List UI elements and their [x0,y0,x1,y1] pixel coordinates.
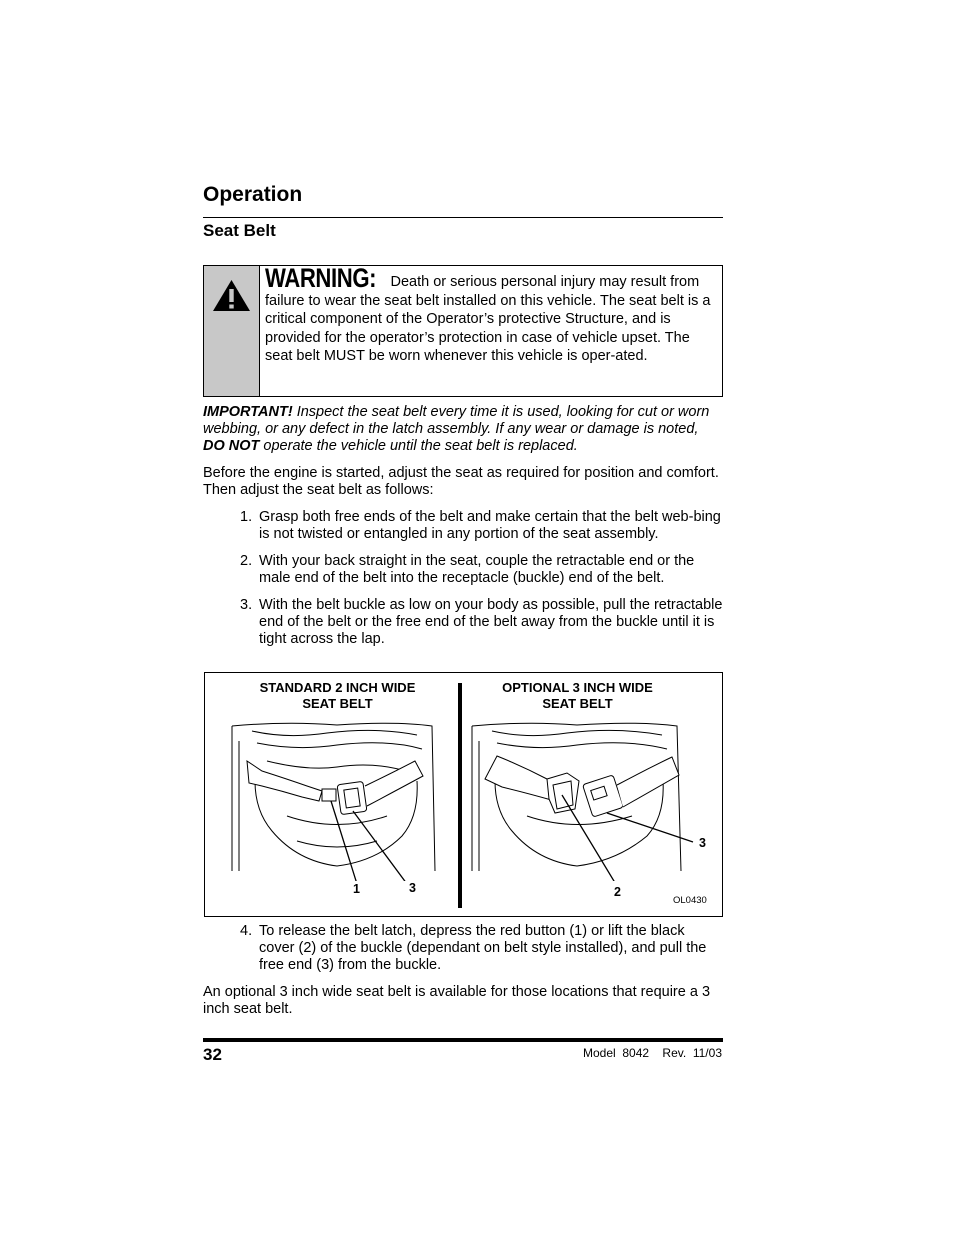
important-label: IMPORTANT! [203,404,293,420]
figure-left-label [245,680,430,712]
optional-belt-illustration [467,721,712,881]
step-text: With the belt buckle as low on your body as possible, pull the retractable end of the belt or the free end of the belt away from the buckle until it is tight across the lap. [259,597,723,647]
closing-paragraph: An optional 3 inch wide seat belt is available for those locations that require a 3 inch seat belt. [203,984,711,1017]
callout-3-optional: 3 [699,836,706,850]
page-number: 32 [203,1045,222,1064]
steps-list [203,509,723,658]
subsection-title: Seat Belt [203,221,276,240]
figure-divider [458,683,462,908]
step-item [203,509,723,543]
header-rule [203,217,723,218]
footer-model-revision: Model 8042 Rev. 11/03 [583,1046,722,1060]
important-note [203,404,723,455]
right-label-line-2: SEAT BELT [542,696,613,711]
step-number: 1. [240,509,253,525]
callout-1: 1 [353,882,360,896]
standard-belt-illustration [227,721,452,881]
important-text-2: operate the vehicle until the seat belt is replaced. [259,438,578,454]
steps-list-continued [203,923,723,984]
section-title: Operation [203,183,303,206]
important-text-1: Inspect the seat belt every time it is used, looking for cut or worn webbing, or any defect in the latch assembly. If any wear or damage is noted, [203,404,710,437]
step-number: 4. [240,923,253,939]
warning-text [260,263,722,396]
callout-2: 2 [614,885,621,899]
footer-rule [203,1038,723,1042]
step-item [203,553,723,587]
warning-word: WARNING: [265,263,377,293]
seat-belt-figure [204,672,723,917]
figure-code: OL0430 [673,895,707,906]
step-text: With your back straight in the seat, couple the retractable end or the male end of the belt into the receptacle (buckle) end of the belt. [259,553,695,586]
step-text: Grasp both free ends of the belt and make certain that the belt web-bing is not twisted or entangled in any portion of the seat assembly. [259,509,721,542]
step-text: To release the belt latch, depress the red button (1) or lift the black cover (2) of the buckle (dependant on belt style installed), and pull the free end (3) from the buckle. [259,923,707,973]
step-item [203,597,723,648]
step-number: 2. [240,553,253,569]
step-item [203,923,723,974]
step-number: 3. [240,597,253,613]
intro-paragraph: Before the engine is started, adjust the seat as required for position and comfort. Then adjust the seat belt as follows: [203,465,719,498]
left-label-line-2: SEAT BELT [302,696,373,711]
left-label-line-1: STANDARD 2 INCH WIDE [259,680,416,695]
warning-body: Death or serious personal injury may result from failure to wear the seat belt installed on this vehicle. The seat belt is a critical component of the Operator’s protective Structure, and is provided for the operator’s protection in case of vehicle upset. The seat belt MUST be worn whenever this vehicle is oper-ated. [265,274,711,365]
figure-right-label [485,680,670,712]
warning-box [203,265,723,397]
do-not-text: DO NOT [203,438,260,454]
warning-triangle-icon [211,278,252,314]
warning-sidebar [204,266,260,396]
right-label-line-1: OPTIONAL 3 INCH WIDE [502,680,653,695]
callout-3-standard: 3 [409,881,416,895]
